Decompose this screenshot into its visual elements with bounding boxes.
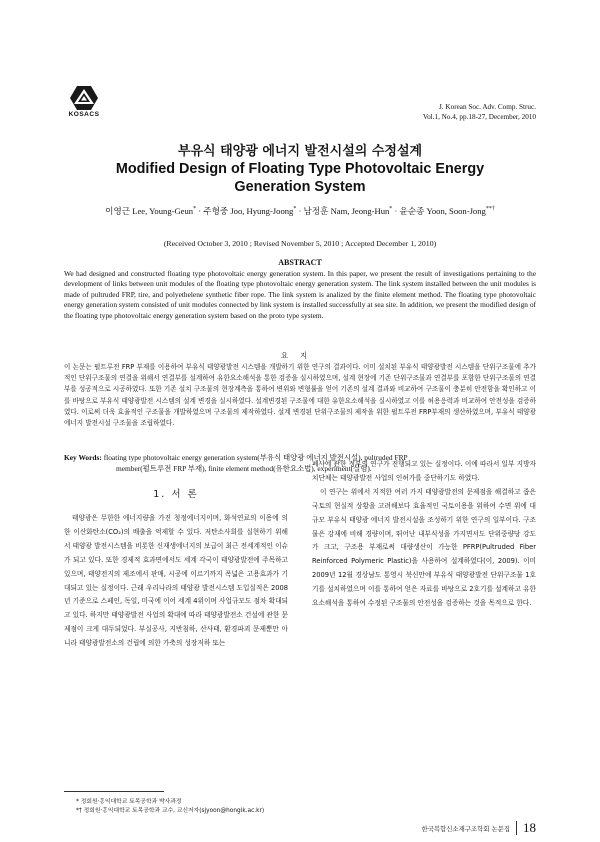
right-column — [312, 458, 536, 611]
author-mark: * — [389, 206, 393, 212]
kosacs-logo-icon — [70, 86, 98, 110]
author-separator: · — [392, 205, 400, 216]
logo-text: KOSACS — [68, 111, 100, 118]
title-english-line1: Modified Design of Floating Type Photovoltaic Energy — [115, 161, 485, 177]
abstract-heading: ABSTRACT — [278, 258, 322, 267]
journal-citation — [316, 102, 536, 122]
journal-volume: Vol.1, No.4, pp.18-27, December, 2010 — [422, 113, 536, 121]
journal-name: J. Korean Soc. Adv. Comp. Struc. — [439, 103, 536, 111]
title-korean: 부유식 태양광 에너지 발전시설의 수정설계 — [177, 144, 423, 159]
paragraph: 이 연구는 위에서 지적한 여러 가지 태양광발전의 문제점을 해결하고 좁은 국토의 현실적 상황을 고려해보다 효율적인 국토이용을 위하여 수면 위에 대규모 부유식 태양광 에너지 발전시설을 조성하기 위한 연구의 일부이다. 구조물은 강재에 비해 경량이며, 뛰어난 내부식성을 가지면서도 단위중량당 강도가 크고, 구조용 부재로써 대량생산이 가능한 PFRP(Pultruded Fiber Reinforced Polymeric Plastic)을 사용하여 설계하였다(이, 2009). 이미 2009년 12월 경상남도 통영시 북신만에 부유식 태양광발전 단위구조물 1호기를 설치하였으며 이를 통하여 얻은 자료를 바탕으로 2호기를 설계하고 유한요소해석을 통하여 수정된 구조물의 안전성을 검증하는 것을 목적으로 한다. — [312, 487, 536, 608]
keywords-label: Key Words: — [64, 453, 102, 462]
footnotes — [76, 798, 476, 816]
section-title: 1. 서 론 — [153, 489, 199, 500]
keywords-line2: member(펄트루전 FRP 부재), finite element method(유한요소법), experiment(실험). — [116, 464, 372, 473]
author-separator: · — [196, 205, 204, 216]
korean-summary-heading: 요지 — [280, 351, 320, 360]
authors — [70, 203, 530, 218]
title-english — [100, 160, 500, 196]
left-column — [64, 512, 288, 651]
korean-summary-body: 이 논문는 펄트루전 FRP 부재를 이용하여 부유식 태양광발전 시스템을 개발하기 위한 연구의 결과이다. 이미 설치된 부유식 태양광발전 시스템을 단위구조물에 추가적인 단위구조물의 연결을 위해서 연결부를 설계하여 유한요소해석을 통한 검증을 실시하였으며, 설계 현장에 기존 단위구조물과 연결부를 포함한 단위구조물의 연결부를 성공적으로 시공하였다. 또한 기존 설치 구조물의 현장계측을 통하여 변위와 변형률을 얻어 기존의 설계 결과와 비교하여 구조물이 충분히 안전함을 확인하고 이를 바탕으로 부유식 태양광발전 시스템의 설계 변경을 실시하였다. 설계변경된 구조물에 대한 유한요소해석을 실시하였고 이를 허용응력과 비교하여 안전성을 검증하였다. 이로써 더욱 효율적인 구조물을 개발하였으며 구조물의 제작하였다. 설계 변경된 단위구조물의 제작을 위한 펄트루전 FRP부재의 생산하였으며, 부유식 태양광 에너지 발전시설 구조물을 조립하였다. — [64, 363, 536, 428]
abstract-body: We had designed and constructed floating type photovoltaic energy generation system. In this paper, we present the result of investigations pertaining to the development of links between unit modules of the floating type photovoltaic energy generation system. The link system installed between the unit modules is made of pultruded FRP, tire, and polyethelene synthetic fiber rope. The link system is analized by the finite element method. The floating type photovoltaic energy generation system consisted of unit modules connected by link system is installed successfully at sea site. In addition, we present the modified design of the floating type photovoltaic energy generation system based on the proto type system. — [64, 269, 536, 320]
author-mark: * — [293, 206, 297, 212]
author-name: 이영근 Lee, Young-Geun — [105, 205, 194, 216]
footnote: *† 정회원·홍익대학교 토목공학과 교수, 교신저자(sjyoon@hongik.ac.kr) — [76, 808, 265, 814]
author-name: 윤순종 Yoon, Soon-Jong — [399, 205, 486, 216]
author-mark: * — [193, 206, 197, 212]
footer-divider — [516, 821, 517, 835]
paragraph: 폐사에 관한 정부의 연구가 진행되고 있는 실정이다. 이에 따라서 일부 지방자치단체는 태양광발전 사업의 인허가를 중단하기도 하였다. — [312, 460, 536, 482]
author-mark: **† — [485, 206, 495, 212]
kosacs-logo — [66, 86, 102, 118]
received-dates: (Received October 3, 2010 ; Revised November 5, 2010 ; Accepted December 1, 2010) — [163, 239, 437, 248]
footnote-rule — [64, 791, 164, 792]
footer-journal: 한국복합신소재구조학회 논문집 — [421, 824, 510, 833]
title-english-line2: Generation System — [234, 179, 366, 195]
page-footer — [422, 820, 536, 836]
author-name: 주형중 Joo, Hyung-Joong — [203, 205, 294, 216]
author-name: 남정훈 Nam, Jeong-Hun — [303, 205, 390, 216]
page-number: 18 — [523, 820, 536, 835]
author-separator: · — [296, 205, 304, 216]
keywords-line1: floating type photovoltaic energy generation system(부유식 태양광 에너지 발전시설), pultruded FRP — [103, 453, 408, 462]
footnote: * 정회원·홍익대학교 토목공학과 박사과정 — [76, 799, 182, 805]
paragraph: 태양광은 무한한 에너지량을 가진 청정에너지이며, 화석연료의 이용에 의한 이산화탄소(CO₂)의 배출을 억제할 수 있다. 저탄소사회를 실현하기 위해서 태양광 발전시스템을 비롯한 신재생에너지의 보급이 최근 전세계적인 이슈가 되고 있다. 또한 경제적 효과면에서도 세계 각국이 태양광발전에 주목하고 있으며, 태양전지의 제조에서 판매, 시공에 이르기까지 폭넓은 고용효과가 기대되고 있는 실정이다. 근래 우리나라의 태양광 발전시스템 도입실적은 2008년 기준으로 스페인, 독일, 미국에 이어 세계 4위이며 사업규모도 점차 확대되고 있다. 하지만 태양광발전 사업의 확대에 따라 태양광발전소 건설에 관한 문제점이 크게 대두되었다. 부실공사, 지반침하, 산사태, 환경파괴 문제뿐만 아니라 태양광발전소의 건립에 의한 가축의 성장저하 또는 — [64, 514, 288, 648]
